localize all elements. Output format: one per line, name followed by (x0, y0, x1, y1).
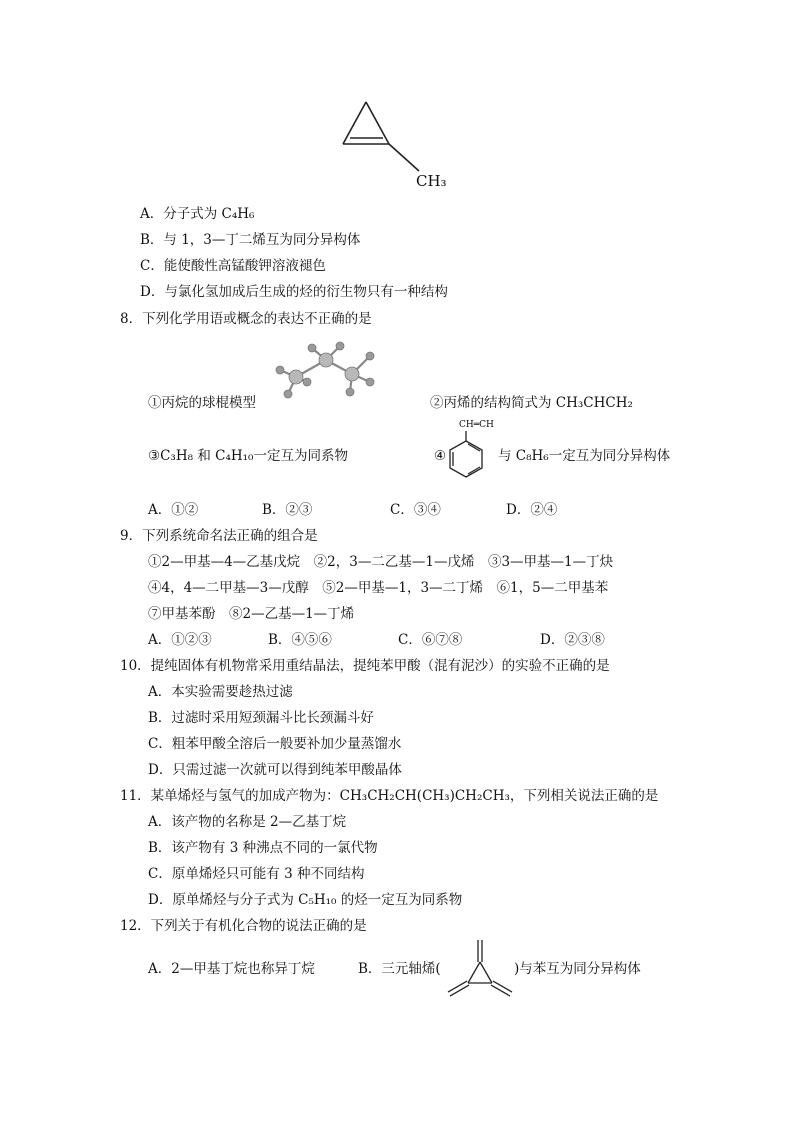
q12-stem: 12．下列关于有机化合物的说法正确的是 (120, 918, 367, 934)
q8-choice-a: A．①② (148, 502, 199, 518)
q7-option-a: A．分子式为 C₄H₆ (140, 206, 255, 222)
q8-item-2: ②丙烯的结构简式为 CH₃CHCH₂ (430, 395, 633, 411)
q8-stem: 8．下列化学用语或概念的表达不正确的是 (120, 311, 372, 327)
q12-option-b-prefix: B．三元轴烯( (358, 961, 441, 977)
q9-line-1: ①2—甲基—4—乙基戊烷 ②2，3—二乙基—1—戊烯 ③3—甲基—1—丁炔 (148, 554, 614, 570)
q10-option-a: A．本实验需要趁热过滤 (148, 684, 293, 700)
methyl-label: CH₃ (416, 172, 447, 190)
q10-stem: 10．提纯固体有机物常采用重结晶法，提纯苯甲酸（混有泥沙）的实验不正确的是 (120, 658, 610, 674)
q11-option-d: D．原单烯烃与分子式为 C₅H₁₀ 的烃一定互为同系物 (148, 892, 463, 908)
q12-option-b-suffix: )与苯互为同分异构体 (514, 961, 641, 977)
q10-option-b: B．过滤时采用短颈漏斗比长颈漏斗好 (148, 710, 374, 726)
q9-line-3: ⑦甲基苯酚 ⑧2—乙基—1—丁烯 (148, 606, 355, 622)
q7-option-d: D．与氯化氢加成后生成的烃的衍生物只有一种结构 (140, 284, 448, 300)
q9-line-2: ④4，4—二甲基—3—戊醇 ⑤2—甲基—1，3—二丁烯 ⑥1，5—二甲基苯 (148, 580, 609, 596)
q9-choice-c: C．⑥⑦⑧ (398, 632, 463, 648)
q8-item-4-suffix: 与 C₈H₆一定互为同分异构体 (498, 448, 671, 464)
vinyl-label: CH═CH (459, 420, 494, 430)
q11-option-b: B．该产物有 3 种沸点不同的一氯代物 (148, 840, 378, 856)
q8-choice-d: D．②④ (506, 502, 558, 518)
q10-option-c: C．粗苯甲酸全溶后一般要补加少量蒸馏水 (148, 736, 402, 752)
q9-choice-b: B．④⑤⑥ (268, 632, 332, 648)
q9-choice-a: A．①②③ (148, 632, 212, 648)
q7-option-b: B．与 1，3—丁二烯互为同分异构体 (140, 232, 361, 248)
q11-option-a: A．该产物的名称是 2—乙基丁烷 (148, 814, 347, 830)
q8-choice-b: B．②③ (262, 502, 313, 518)
q12-option-a: A．2—甲基丁烷也称异丁烷 (148, 961, 315, 977)
q11-stem: 11．某单烯烃与氢气的加成产物为：CH₃CH₂CH(CH₃)CH₂CH₃，下列相关说法正确的是 (120, 788, 659, 804)
q10-option-d: D．只需过滤一次就可以得到纯苯甲酸晶体 (148, 762, 402, 778)
q11-option-c: C．原单烯烃只可能有 3 种不同结构 (148, 866, 365, 882)
q9-stem: 9．下列系统命名法正确的组合是 (120, 528, 318, 544)
q7-option-c: C．能使酸性高锰酸钾溶液褪色 (140, 258, 326, 274)
q9-choice-d: D．②③⑧ (540, 632, 605, 648)
q8-item-3: ③C₃H₈ 和 C₄H₁₀一定互为同系物 (148, 448, 348, 464)
q8-item-1: ①丙烷的球棍模型 (148, 395, 256, 411)
q8-choice-c: C．③④ (390, 502, 441, 518)
q8-item-4-prefix: ④ (434, 448, 447, 464)
